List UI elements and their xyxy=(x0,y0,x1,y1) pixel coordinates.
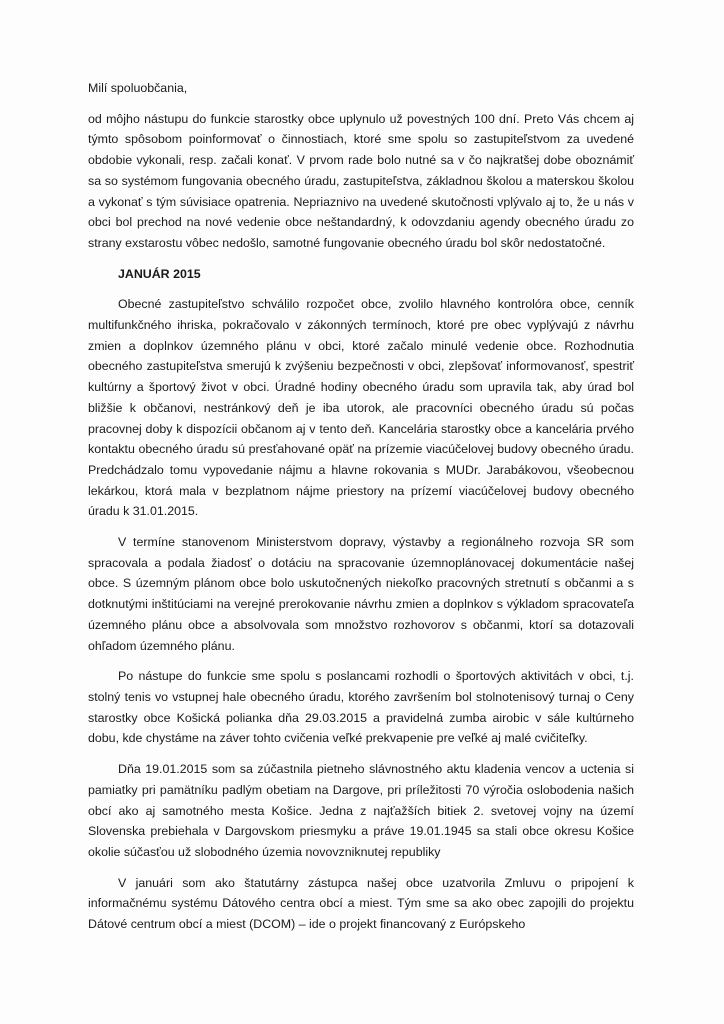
paragraph-dcom: V januári som ako štatutárny zástupca našej obce uzatvorila Zmluvu o pripojení k informačnému systému Dátového centra obcí a miest. Tým sme sa ako obec zapojili do projektu Dátové centrum obcí a miest (DCOM) – ide o projekt financovaný z Európskeho xyxy=(88,875,634,932)
greeting: Milí spoluobčania, xyxy=(88,81,188,95)
paragraph-zoning: V termíne stanovenom Ministerstvom dopravy, výstavby a regionálneho rozvoja SR som spracovala a podala žiadosť o dotáciu na spracovanie územnoplánovacej dokumentácie našej obce. S územným plánom obce bolo uskutočnených niekoľko pracovných stretnutí s občanmi a s dotknutými inštitúciami na verejné prerokovanie návrhu zmien a doplnkov s výkladom spracovateľa územného plánu obce a absolvovala som množstvo rozhovorov s občanmi, ktorí sa dotazovali ohľadom územného plánu. xyxy=(88,535,634,653)
paragraph-memorial: Dňa 19.01.2015 som sa zúčastnila pietneho slávnostného aktu kladenia vencov a uctenia si pamiatky pri pamätníku padlým obetiam na Dargove, pri príležitosti 70 výročia oslobodenia našich obcí ako aj samotného mesta Košice. Jedna z najťažších bitiek 2. svetovej vojny na území Slovenska prebiehala v Dargovskom priesmyku a práve 19.01.1945 sa stali obce okresu Košice okolie súčasťou už slobodného územia novovzniknutej republiky xyxy=(88,762,634,859)
intro-paragraph: od môjho nástupu do funkcie starostky obce uplynulo už povestných 100 dní. Preto Vás chcem aj týmto spôsobom poinformovať o činnostiach, ktoré sme spolu so zastupiteľstvom za uvedené obdobie vykonali, resp. začali konať. V prvom rade bolo nutné sa v čo najkratšej dobe oboznámiť sa so systémom fungovania obecného úradu, zastupiteľstva, základnou školou a materskou školou a vykonať s tým súvisiace opatrenia. Nepriaznivo na uvedené skutočnosti vplývalo aj to, že u nás v obci bol prechod na nové vedenie obce neštandardný, k odovzdaniu agendy obecného úradu zo strany exstarostu vôbec nedošlo, samotné fungovanie obecného úradu bol skôr nedostatočné. xyxy=(88,111,634,250)
paragraph-sports: Po nástupe do funkcie sme spolu s poslancami rozhodli o športových aktivitách v obci, t.j. stolný tenis vo vstupnej hale obecného úradu, ktorého završením bol stolnotenisový turnaj o Ceny starostky obce Košická polianka dňa 29.03.2015 a pravidelná zumba airobic v sále kultúrneho dobu, kde chystáme na záver tohto cvičenia veľké prekvapenie pre veľké aj malé cvičiteľky. xyxy=(88,669,634,746)
letter-body xyxy=(88,78,634,945)
section-heading: JANUÁR 2015 xyxy=(118,266,201,281)
paragraph-council: Obecné zastupiteľstvo schválilo rozpočet obce, zvolilo hlavného kontrolóra obce, cenník multifunkčného ihriska, pokračovalo v zákonných termínoch, ktoré pre obec vyplývajú z návrhu zmien a doplnkov územného plánu v obci, ktoré začalo minulé vedenie obce. Rozhodnutia obecného zastupiteľstva smerujú k zvýšeniu bezpečnosti v obci, zlepšovať informovanosť, spestriť kultúrny a športový život v obci. Úradné hodiny obecného úradu som upravila tak, aby úrad bol bližšie k občanovi, nestránkový deň je iba utorok, ale pracovníci obecného úradu sú počas pracovnej doby k dispozícii občanom aj v tento deň. Kancelária starostky obce a kancelária prvého kontaktu obecného úradu sú presťahované opäť na prízemie viacúčelovej budovy obecného úradu. Predchádzalo tomu vypovedanie nájmu a hlavne rokovania s MUDr. Jarabákovou, všeobecnou lekárkou, ktorá mala v bezplatnom nájme priestory na prízemí viacúčelovej budovy obecného úradu k 31.01.2015. xyxy=(88,297,634,519)
